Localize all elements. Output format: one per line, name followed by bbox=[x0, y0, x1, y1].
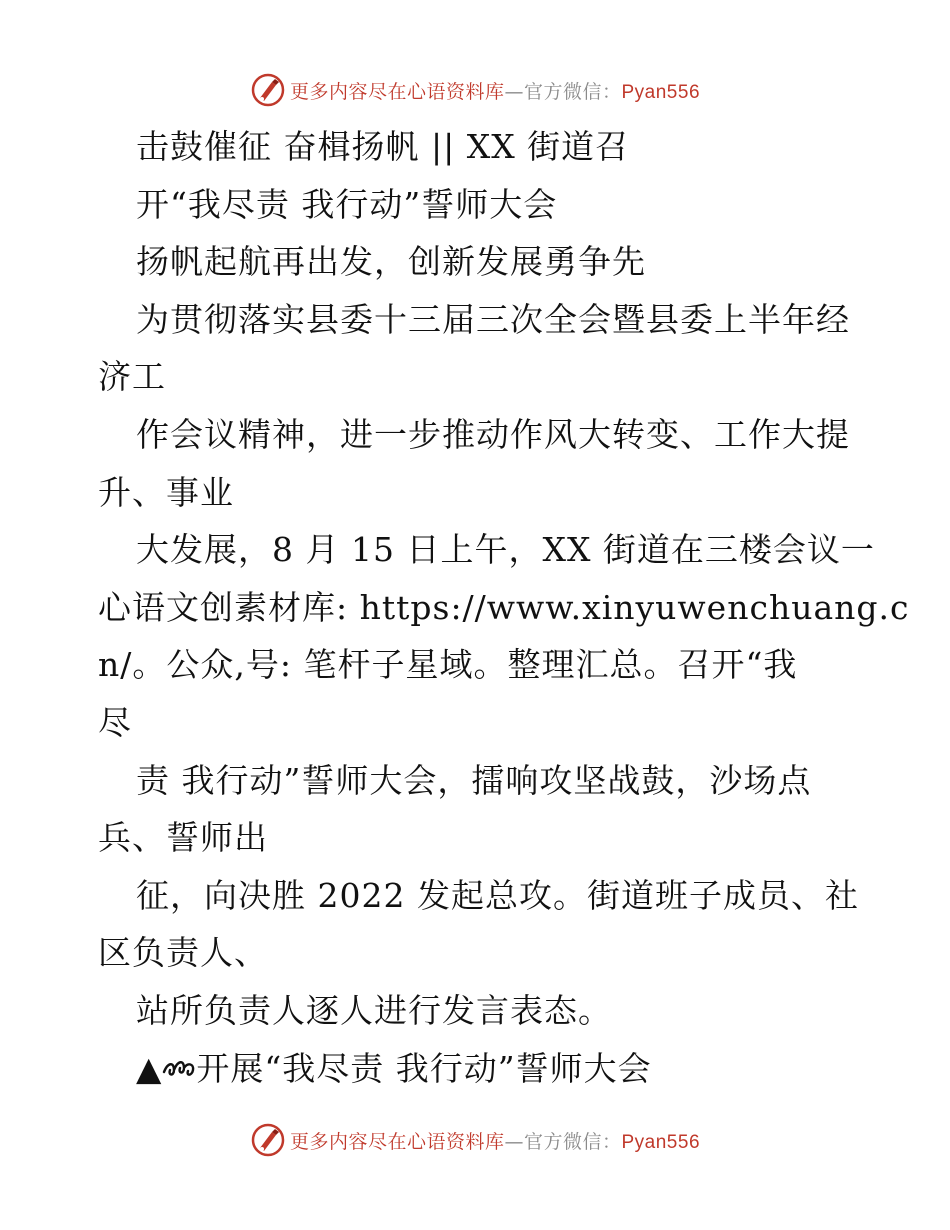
watermark-dash: — bbox=[504, 80, 524, 103]
caption-marker: ▲ bbox=[136, 1048, 163, 1088]
paragraph-line: 心语文创素材库: https://www.xinyuwenchuang.c bbox=[98, 587, 910, 627]
paragraph-line: 区负责人、 bbox=[98, 933, 268, 973]
paragraph-line: 作会议精神，进一步推动作风大转变、工作大提 bbox=[136, 414, 850, 454]
document-body bbox=[98, 118, 910, 1097]
paragraph-line: 升、事业 bbox=[98, 472, 234, 512]
watermark-official: 官方微信： bbox=[523, 1130, 622, 1153]
watermark-main: 更多内容尽在心语资料库 bbox=[289, 80, 505, 103]
paragraph-line: 扬帆起航再出发，创新发展勇争先 bbox=[136, 242, 646, 282]
paragraph-line: 济工 bbox=[98, 357, 166, 397]
header-watermark bbox=[0, 68, 950, 112]
image-caption bbox=[98, 1040, 858, 1098]
watermark-text bbox=[290, 77, 700, 104]
paragraph-line: 责 我行动”誓师大会，擂响攻坚战鼓，沙场点 bbox=[136, 760, 812, 800]
paragraph-line: 站所负责人逐人进行发言表态。 bbox=[136, 990, 612, 1030]
watermark-wechat-id: Pyan556 bbox=[621, 1131, 701, 1153]
watermark-main: 更多内容尽在心语资料库 bbox=[289, 1130, 505, 1153]
paragraph-line: 尽 bbox=[98, 702, 132, 742]
paragraph-line: 兵、誓师出 bbox=[98, 818, 268, 858]
paragraph-line: 击鼓催征 奋楫扬帆 || XX 街道召 bbox=[136, 127, 630, 166]
paragraph-line: 征，向决胜 2022 发起总攻。街道班子成员、社 bbox=[136, 875, 859, 915]
paragraph-line: 大发展，8 月 15 日上午，XX 街道在三楼会议一 bbox=[136, 530, 875, 570]
watermark-text bbox=[290, 1127, 700, 1154]
paragraph-line: 为贯彻落实县委十三届三次全会暨县委上半年经 bbox=[136, 299, 850, 339]
watermark-official: 官方微信： bbox=[523, 80, 622, 103]
decorative-swirl-icon bbox=[162, 1056, 196, 1080]
watermark-wechat-id: Pyan556 bbox=[621, 81, 701, 103]
footer-watermark bbox=[0, 1118, 950, 1162]
caption-text: 开展“我尽责 我行动”誓师大会 bbox=[196, 1048, 652, 1088]
watermark-dash: — bbox=[504, 1130, 524, 1153]
paragraph-line: 开“我尽责 我行动”誓师大会 bbox=[136, 184, 558, 224]
paragraph-line: n/。公众,号: 笔杆子星域。整理汇总。召开“我 bbox=[98, 645, 798, 685]
pen-logo-icon bbox=[250, 72, 286, 108]
pen-logo-icon bbox=[250, 1122, 286, 1158]
